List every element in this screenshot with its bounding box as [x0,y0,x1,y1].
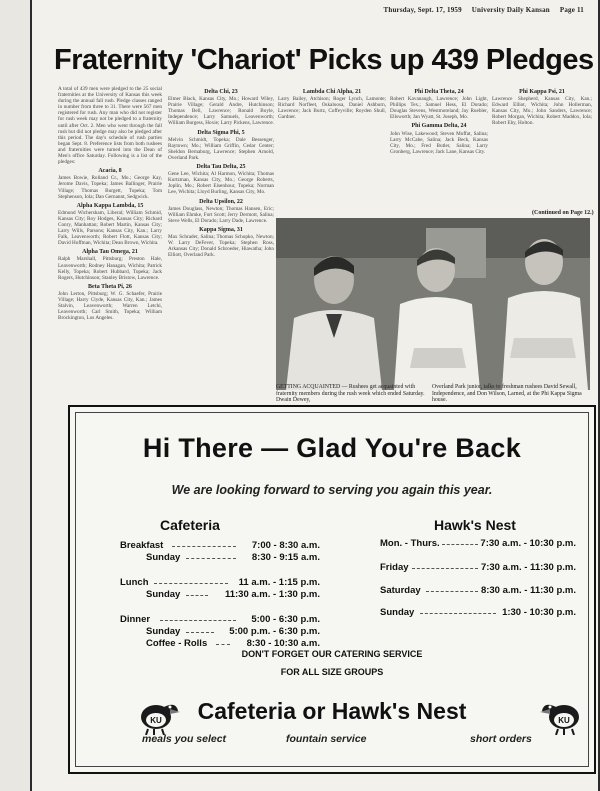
headline: Fraternity 'Chariot' Picks up 439 Pledges [54,44,594,76]
section-heading: Lambda Chi Alpha, 21 [302,89,362,95]
row-value: 5:00 - 6:30 p.m. [251,614,320,625]
article-lead: A total of 439 men were pledged to the 25 social fraternities at the University of Kansas this week during the annual fall rush. Pledge classes ranged in number from three to 31. There were 567 men registered for rush. Any man who did not register for rush week may not be pledged to a fraternity until after Oct. 2. Men who went through the fall rush but did not pledge may also be pledged after this period. The day's schedule of rush parties began Sept. 8. Preference lists from both rushees and fraternities were turned into the Dean of Men's office Saturday. Following is a list of the pledges: [58,86,162,166]
article-column-3 [278,86,386,206]
tag-fountain: fountain service [286,733,367,745]
cafeteria-hours-row [120,540,320,552]
hawks-nest-hours-row [380,538,576,550]
cafeteria-hours-row [146,626,320,638]
row-value: 8:30 - 10:30 a.m. [246,638,320,649]
previous-page-edge [0,0,30,791]
row-label: Mon. - Thurs. [380,538,440,549]
row-label: Sunday [380,607,415,618]
section-heading: Alpha Kappa Lambda, 15 [76,202,144,209]
section-text: Elmer Black, Kansas City, Mo.; Howard Wiley, Prairie Village; Gerald Andre, Hutchinson; Thomas Bell, Lawrence; Ronald Boyle, Independence; Larry Samuels, Leavenworth; William Burgess, Hoxie; Larry Pickens, Lawrence. [168,96,274,127]
row-value: 1:30 - 10:30 p.m. [502,607,576,618]
continued-note: (Continued on Page 12.) [532,210,594,216]
ad-bottom-title: Cafeteria or Hawk's Nest [197,698,467,724]
row-label: Sunday [146,589,181,600]
section-text: Melvin Schmidt, Topeka; Dale Bessenger, Raytown; Mo.; William Griffin, Cedar Center; Sheldon Bernaburg, Lawrence; Stephen Arnold, Overland Park. [168,136,274,161]
hawks-nest-hours-row [380,562,576,574]
row-value: 11:30 a.m. - 1:30 p.m. [224,589,320,600]
row-value: 8:30 a.m. - 11:30 p.m. [480,585,576,596]
logo-text: KU [558,716,570,725]
row-label: Breakfast [120,540,164,551]
section-heading: Delta Tau Delta, 25 [196,164,246,171]
row-label: Lunch [120,577,149,588]
section-text: Robert Kavanaugh, Lawrence; John Light, Phillips Tex.; Samuel Hess, El Dorado; Douglas Stevens, Westmoreland; Jay Ruebler, Ellsworth; Jan Wyatt, St. Joseph, Mo. [390,96,488,121]
cafeteria-hours-row [120,577,320,589]
section-text: John Lerton, Pittsburg; W. G. Schaefer, Prairie Village; Harry Clyde, Kansas City, Kan.; James Stalvin, Leavenworth; Warren Letchi, Leavenworth; Carl Smith, Topeka; William Brockington, Los Angeles. [58,290,162,322]
catering-notice-line-2: FOR ALL SIZE GROUPS [280,667,384,677]
cafeteria-hours-row [146,589,320,601]
hawks-nest-hours-row [380,585,576,597]
article-column-4 [390,86,488,206]
ad-subtitle: We are looking forward to serving you again this year. [171,483,493,497]
cafeteria-hours-row [146,552,320,564]
row-value: 11 a.m. - 1:15 p.m. [238,577,320,588]
section-text: Gene Lee, Wichita; Al Harmon, Wichita; Thomas Kurtzman, Kansas City, Mo.; George Roberts, Joplin, Mo.; Robert Eisenhour, Topeka; Norman Lee, Wichita; Lloyd Burling, Kansas City, Mo. [168,171,274,196]
photo-caption-left: GETTING ACQUAINTED — Rushees get acquainted with fraternity members during the rush week which ended Saturday. Dwain Dewey, [276,384,425,404]
row-label: Sunday [146,552,181,563]
row-value: 8:30 - 9:15 a.m. [251,552,320,563]
section-heading: Delta Upsilon, 22 [199,198,243,205]
tag-meals: meals you select [142,733,227,745]
newspaper-page [32,0,598,791]
section-text: Edmond Wichersham, Liberal; William Schmid, Kansas City; Roy Hodges, Kansas City; Richard Conry, Manhattan; Robert Martin, Kansas City; Larry Wills, Parsons; Kansas City, Kan.; Larry Falk, Leavenworth; Robert Flott, Kansas City; David Hoffman, Wichita; Dean Brown, Wichita. [58,209,162,247]
section-heading: Phi Kappa Psi, 21 [519,89,565,95]
row-value: 7:30 a.m. - 10:30 p.m. [480,538,576,549]
section-heading: Delta Chi, 23 [204,89,238,95]
row-value: 7:00 - 8:30 a.m. [251,540,320,551]
hawks-nest-hours-row [380,607,576,619]
section-heading: Alpha Tau Omega, 21 [82,249,138,256]
running-head-date: Thursday, Sept. 17, 1959 [383,6,462,14]
section-heading: Phi Gamma Delta, 24 [411,123,467,130]
section-text: Max Schrader, Salina; Thomas Schopko, Newton; W. Larry DeFever, Topeka; Stephen Ross, Arkansas City; Donald Schroeder, Hiawatha; John Elliott, Overland Park. [168,233,274,259]
section-text: James Bowie, Rolland Cr., Mo.; George Kay, Jerome Davis, Topeka; James Ballinger, Prairie Village; Thomas Burgett, Topeka; Tom Stephenson, Iola; Dan Gernannt, Sedgwick. [58,175,162,200]
jayhawk-icon [540,695,586,735]
section-heading: Beta Theta Pi, 26 [88,283,132,290]
advertisement [68,405,596,774]
section-text: John Wise, Lakewood; Steven Moffat, Salina; Larry McCabe, Salina; Jack Beck, Kansas City, Mo.; Fred Butler, Salina; Larry Gronberg, Lawrence; Jack Lane, Kansas City. [390,130,488,155]
news-photo [276,218,590,390]
article-column-2 [168,86,274,386]
catering-notice-line-1: DON'T FORGET OUR CATERING SERVICE [241,649,423,659]
tag-short-orders: short orders [470,733,532,745]
cafeteria-hours-row [120,614,320,626]
article-column-1 [58,86,162,386]
section-text: Ralph Marshall, Pittsburg; Preston Hale, Leavenworth; Rodney Hanagan, Wichita; Patrick Kelly, Topeka; Robert Hubbard, Topeka; Jack Rogers, Hutchinson; Stanley Bristow, Lawrence. [58,256,162,281]
section-heading: Delta Sigma Phi, 5 [197,129,245,136]
logo-text: KU [150,716,162,725]
photo-caption-right: Overland Park junior, talks to freshman rushees David Sewall, Independence, and Don Wilson, Larned, at the Phi Kappa Sigma house. [432,384,582,404]
row-label: Coffee - Rolls [146,638,208,649]
section-heading: Kappa Sigma, 31 [199,226,243,233]
running-head-page: Page 11 [559,6,584,14]
section-heading: Acacia, 8 [98,168,122,175]
hawks-nest-title: Hawk's Nest [434,517,516,533]
section-text: Larry Bailey, Atchison; Roger Lynch, Lamonte; Richard Norfleet, Oskaloosa, Daniel Ashburn, Lawrence; Jack Burtz, Coffeyville; Royden Shull, Gardner. [278,96,386,121]
photo-figures [276,218,590,390]
ad-title: Hi There — Glad You're Back [142,433,522,463]
running-head-paper: University Daily Kansan [471,6,550,14]
row-label: Saturday [380,585,421,596]
row-label: Sunday [146,626,181,637]
row-label: Dinner [120,614,151,625]
row-label: Friday [380,562,409,573]
ad-inner-border [75,412,589,767]
cafeteria-title: Cafeteria [160,517,220,533]
section-text: James Douglass, Newton; Thomas Hansen, Eric; William Ehmke, Fort Scott; Jerry Dermott, Salina; Steve Wells, El Dorado; Larry Dade, Lawrence. [168,205,274,224]
section-heading: Phi Delta Theta, 24 [414,89,464,95]
section-text: Lawrence Shepherd, Kansas City, Kan.; Edward Elliot, Wichita; John Hollerman, Kansas City, Mo.; John Sanders, Lawrence; Robert Morgan, Wichita; Robert Maddox, Iola; Robert Eby, Holton. [492,96,592,127]
row-value: 7:30 a.m. - 11:30 p.m. [480,562,576,573]
jayhawk-logo-right [540,695,586,735]
row-value: 5:00 p.m. - 6:30 p.m. [229,626,320,637]
running-head [376,6,585,14]
